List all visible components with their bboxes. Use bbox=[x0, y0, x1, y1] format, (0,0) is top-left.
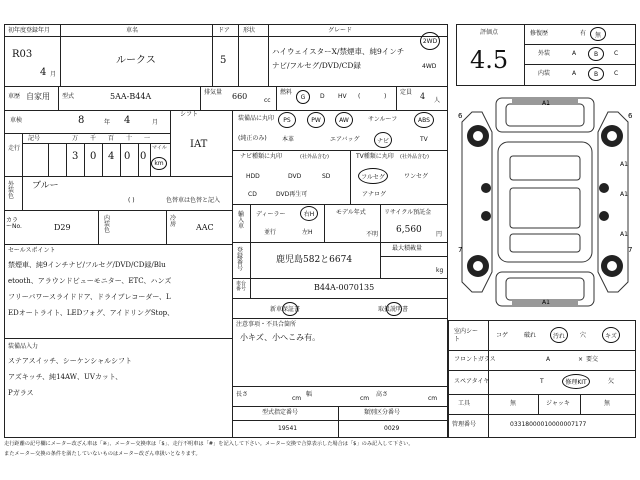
color-change-note: 色替車は色替と記入 bbox=[166, 197, 221, 204]
diagram-mark-bottom: A1 bbox=[542, 299, 550, 306]
fuel-paren-open: ( bbox=[358, 93, 361, 100]
sales-point-line-3: フリーパワースライドドア、ドライブレコーダー、L bbox=[8, 293, 171, 301]
equip-line-2: アズキッチ、純14AW、UVカット、 bbox=[8, 373, 123, 381]
spare-kit: 修理KIT bbox=[565, 379, 587, 386]
new-warranty-circle bbox=[282, 302, 298, 316]
equip-tv: TV bbox=[420, 136, 428, 143]
equip-line-3: Pガラス bbox=[8, 389, 34, 397]
digit-label-100: 百 bbox=[108, 135, 115, 142]
inspection-label: 車検 bbox=[10, 117, 23, 124]
equip-pw-circle bbox=[307, 112, 325, 128]
notes-text: 小キズ、小へこみ有。 bbox=[240, 333, 321, 342]
grade-line-2: ナビ/フルセグ/DVD/CD録 bbox=[272, 61, 361, 70]
recycle-value: 6,560 bbox=[396, 225, 422, 235]
equip-navi-circle bbox=[374, 132, 392, 148]
color-no-label: カラーNo. bbox=[6, 217, 22, 230]
fuel-hv: HV bbox=[338, 93, 347, 100]
drive-2wd: 2WD bbox=[422, 37, 438, 45]
equip-leather: 本革 bbox=[282, 136, 295, 143]
first-reg-label: 初年度登録年月 bbox=[8, 27, 51, 34]
ext-grade-a: A bbox=[572, 50, 577, 57]
score-label: 評価点 bbox=[480, 29, 499, 36]
km-label: km bbox=[154, 160, 164, 167]
inspection-month: 4 bbox=[124, 115, 131, 126]
type-no: 19541 bbox=[278, 425, 298, 432]
first-reg-month-unit: 月 bbox=[50, 71, 57, 78]
fuel-g: G bbox=[300, 93, 306, 101]
corner-num-bl: 7 bbox=[458, 246, 463, 254]
color-label: 外装色 bbox=[8, 181, 15, 200]
seat-scratch-circle bbox=[602, 327, 620, 343]
inspection-month-unit: 月 bbox=[152, 119, 159, 126]
equipment-sub-label: (純正のみ) bbox=[238, 135, 267, 142]
recycle-yen: 円 bbox=[436, 231, 443, 238]
seat-label: 室内シート bbox=[454, 328, 479, 343]
equip-pw: PW bbox=[311, 116, 321, 124]
drive-4wd: 4WD bbox=[422, 63, 437, 70]
navi-type-label: ナビ種類に丸印 bbox=[240, 153, 283, 160]
steer-right: 右H bbox=[303, 211, 315, 218]
fuel-paren-close: ) bbox=[384, 93, 387, 100]
mile-label: マイル bbox=[152, 145, 167, 151]
digit-label-10k: 万 bbox=[72, 135, 79, 142]
seat-scratch: キズ bbox=[605, 332, 617, 340]
notes-label: 注意事項・不具合箇所 bbox=[236, 321, 297, 328]
height-label: 高さ bbox=[376, 391, 389, 398]
equip-aw: AW bbox=[339, 116, 349, 124]
digit-label-mark: 記号 bbox=[28, 135, 41, 142]
mileage-label: 走行 bbox=[8, 145, 21, 152]
model-year-label: モデル年式 bbox=[336, 209, 366, 216]
score-value: 4.5 bbox=[470, 46, 509, 74]
tools-label: 工具 bbox=[458, 400, 471, 407]
seat-dirt: 汚れ bbox=[552, 332, 565, 340]
import-label: 輸入車 bbox=[238, 211, 245, 230]
car-damage-diagram bbox=[452, 92, 638, 316]
navi-type-sub: (社外品含む) bbox=[300, 154, 329, 160]
exterior-color: ブルー bbox=[32, 181, 59, 191]
int-grade-b: B bbox=[593, 70, 599, 78]
ext-grade-b: B bbox=[593, 50, 599, 58]
sales-point-line-1: 禁煙車、純9インチナビ/フルセグ/DVD/CD録/Blu bbox=[8, 261, 166, 269]
mileage-digit-2: 0 bbox=[90, 151, 97, 162]
equip-sunroof: サンルーフ bbox=[368, 116, 398, 123]
class-no: 0029 bbox=[384, 425, 400, 432]
import-dealer: ディーラー bbox=[256, 211, 286, 218]
glass-x: × bbox=[578, 356, 584, 363]
width-label: 幅 bbox=[306, 391, 313, 398]
car-name: ルークス bbox=[116, 55, 156, 66]
sales-points-label: セールスポイント bbox=[8, 247, 56, 254]
steer-left: 左H bbox=[302, 229, 313, 236]
sales-point-line-2: etooth、アラウンドビューモニター、ETC、ハンズ bbox=[8, 277, 172, 285]
equip-aw-circle bbox=[335, 112, 353, 128]
windshield-label: フロントガラス bbox=[454, 356, 496, 363]
equip-ps-circle bbox=[278, 112, 296, 128]
manual-circle bbox=[386, 302, 402, 316]
repair-no-circle bbox=[590, 27, 606, 41]
grade-line-1: ハイウェイスターX/禁煙車、純9インチ bbox=[272, 47, 405, 56]
seat-hole: 穴 bbox=[580, 332, 587, 339]
color-note-paren: ( ) bbox=[128, 197, 135, 204]
shape-label: 形状 bbox=[243, 27, 256, 34]
int-grade-a: A bbox=[572, 70, 577, 77]
length-label: 長さ bbox=[236, 391, 249, 398]
diagram-mark-right-rear: A1 bbox=[620, 231, 628, 238]
model-year-unknown: 不明 bbox=[366, 231, 379, 238]
capacity: 4 bbox=[420, 92, 426, 101]
mileage-digit-5: 0 bbox=[140, 151, 147, 162]
displacement: 660 bbox=[232, 92, 248, 101]
navi-dvd: DVD bbox=[288, 173, 302, 180]
spare-t: T bbox=[540, 378, 544, 385]
equipment-label: 装備品に丸印 bbox=[238, 115, 275, 122]
mileage-digit-1: 3 bbox=[72, 151, 79, 162]
shift-label: シフト bbox=[180, 111, 199, 118]
equip-box-label: 装備品入力 bbox=[8, 343, 39, 350]
door-label: ドア bbox=[218, 27, 230, 34]
person-unit: 人 bbox=[434, 97, 441, 104]
manual-label: 取扱説明書 bbox=[378, 306, 409, 313]
digit-label-1k: 千 bbox=[90, 135, 97, 142]
mileage-digit-3: 4 bbox=[108, 151, 115, 162]
exterior-grade-label: 外装 bbox=[538, 50, 551, 57]
tv-analog: アナログ bbox=[362, 191, 387, 198]
chassis-label: 車台番号 bbox=[236, 281, 247, 292]
repair-yes: 有 bbox=[580, 30, 587, 37]
glass-a: A bbox=[546, 356, 551, 363]
diagram-mark-right-upper: A1 bbox=[620, 161, 628, 168]
footer-note-1: 走行距離の記号欄にメーター改ざん車は「※」、メーター交換車は「$」、走行不明車は「#」を記入して下さい。メーター交換で合算表示した場合は「$」のみ記入して下さい。 bbox=[4, 441, 414, 447]
jack-value: 無 bbox=[604, 400, 611, 407]
plate-label: 登録番号 bbox=[237, 247, 244, 272]
type-no-label: 型式指定番号 bbox=[262, 409, 299, 416]
plate-value: 鹿児島582と6674 bbox=[276, 255, 353, 265]
tools-value: 無 bbox=[510, 400, 517, 407]
corner-num-tl: 6 bbox=[458, 112, 463, 120]
mileage-digit-4: 0 bbox=[124, 151, 131, 162]
navi-cd: CD bbox=[248, 191, 257, 198]
grade-label: グレード bbox=[328, 27, 353, 34]
cc-unit: cc bbox=[264, 97, 271, 104]
class-no-label: 類別区分番号 bbox=[364, 409, 401, 416]
ac-label: 冷房 bbox=[170, 215, 177, 228]
manage-no-label: 管理番号 bbox=[452, 421, 477, 428]
spare-label: スペアタイヤ bbox=[454, 378, 490, 385]
tv-oneseg: ワンセグ bbox=[404, 173, 429, 180]
import-parallel: 並行 bbox=[264, 229, 277, 236]
fuel-g-circle bbox=[296, 90, 310, 104]
tv-fullseg: フルセグ bbox=[361, 173, 385, 181]
glass-replace: 要交 bbox=[586, 356, 599, 363]
car-name-label: 車名 bbox=[126, 27, 139, 34]
first-reg-year: R03 bbox=[12, 49, 33, 60]
recycle-label: リサイクル預託金 bbox=[384, 209, 432, 216]
seat-burn: コゲ bbox=[496, 332, 509, 339]
shift-value: IAT bbox=[190, 139, 208, 150]
ext-grade-b-circle bbox=[588, 47, 604, 61]
equip-navi: ナビ bbox=[376, 137, 389, 145]
model-label: 型式 bbox=[62, 93, 75, 100]
tv-type-sub: (社外品含む) bbox=[400, 154, 429, 160]
corner-num-br: 7 bbox=[628, 246, 633, 254]
seat-tear: 破れ bbox=[524, 332, 537, 339]
corner-num-tr: 6 bbox=[628, 112, 633, 120]
digit-label-10: 十 bbox=[126, 135, 133, 142]
fuel-d: D bbox=[320, 93, 325, 100]
navi-hdd: HDD bbox=[246, 173, 260, 180]
fuel-label: 燃料 bbox=[280, 89, 293, 96]
capacity-label: 定員 bbox=[400, 89, 413, 96]
spare-kit-circle bbox=[562, 374, 590, 389]
ac-value: AAC bbox=[196, 223, 214, 232]
tv-fullseg-circle bbox=[358, 168, 388, 184]
color-no: D29 bbox=[54, 223, 71, 232]
chassis-value: B44A-0070135 bbox=[314, 283, 375, 292]
navi-sd: SD bbox=[322, 173, 331, 180]
repair-no: 無 bbox=[594, 31, 601, 39]
equip-airbag: エアバッグ bbox=[330, 136, 360, 143]
use-value: 自家用 bbox=[26, 92, 50, 101]
max-load-kg: kg bbox=[436, 267, 444, 274]
diagram-mark-right-lower: A1 bbox=[620, 191, 628, 198]
max-load-label: 最大積載量 bbox=[392, 245, 423, 252]
equip-line-1: ステアスイッチ、シーケンシャルシフト bbox=[8, 357, 132, 365]
height-cm: cm bbox=[428, 395, 438, 402]
digit-label-1: 一 bbox=[144, 135, 151, 142]
manage-no: 03318000010000007177 bbox=[510, 421, 587, 428]
km-circle bbox=[151, 157, 167, 170]
width-cm: cm bbox=[360, 395, 370, 402]
diagram-mark-top: A1 bbox=[542, 100, 550, 107]
equip-ps: PS bbox=[283, 116, 291, 124]
drive-2wd-circle bbox=[420, 32, 440, 50]
jack-label: ジャッキ bbox=[546, 400, 570, 407]
steer-right-circle bbox=[300, 206, 318, 221]
inspection-year: 8 bbox=[78, 115, 85, 126]
footer-note-2: またメーター交換の条件を満たしていないものはメーター改ざん車扱いとなります。 bbox=[4, 451, 201, 457]
equip-abs-circle bbox=[414, 112, 434, 128]
spare-missing: 欠 bbox=[608, 378, 615, 385]
doors: 5 bbox=[220, 55, 227, 66]
int-grade-b-circle bbox=[588, 67, 604, 81]
tv-type-label: TV種類に丸印 bbox=[356, 153, 394, 160]
repair-label: 修復歴 bbox=[530, 30, 549, 37]
first-reg-month: 4 bbox=[40, 67, 47, 78]
length-cm: cm bbox=[292, 395, 302, 402]
ext-grade-c: C bbox=[614, 50, 619, 57]
equip-abs: ABS bbox=[418, 116, 430, 124]
sales-point-line-4: EDオートライト、LEDフォグ、アイドリングStop、 bbox=[8, 309, 175, 317]
displacement-label: 排気量 bbox=[204, 89, 223, 96]
int-grade-c: C bbox=[614, 70, 619, 77]
use-label: 車歴 bbox=[8, 93, 21, 100]
inspection-year-unit: 年 bbox=[104, 119, 111, 126]
interior-grade-label: 内装 bbox=[538, 70, 551, 77]
model-value: 5AA-B44A bbox=[110, 92, 152, 101]
new-warranty-label: 新車保証書 bbox=[270, 306, 301, 313]
seat-dirt-circle bbox=[550, 327, 568, 343]
interior-label: 内装色 bbox=[104, 215, 111, 234]
navi-dvd-play: DVD再生可 bbox=[276, 191, 308, 198]
